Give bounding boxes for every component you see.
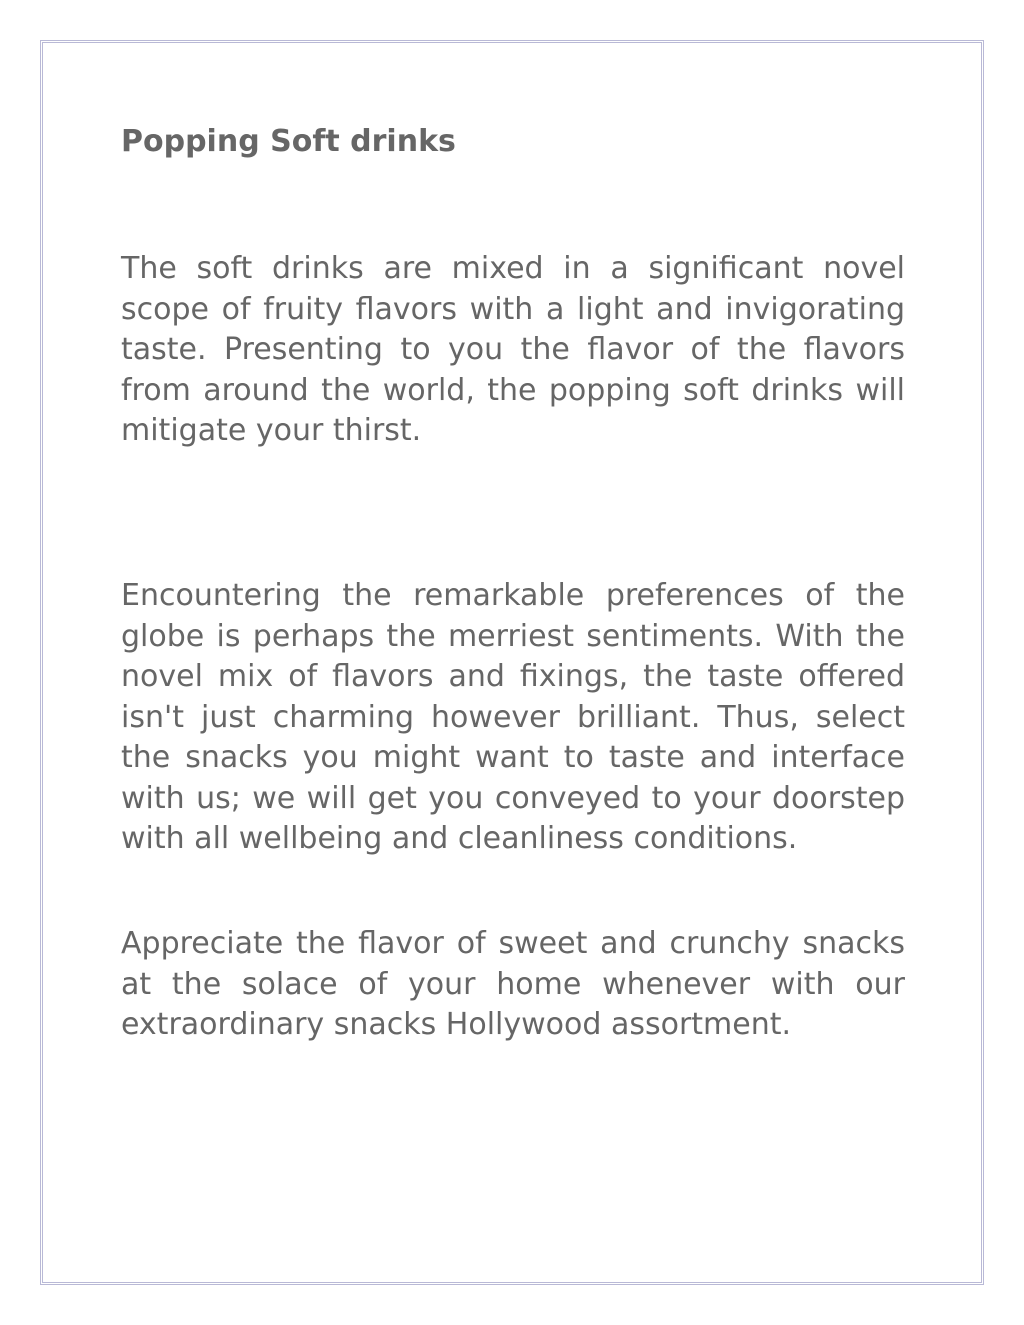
paragraph-flavors: Encountering the remarkable preferences of the globe is perhaps the merriest sentiments. With the novel mix of flavors and fixings, the taste offered isn't just charming however brilliant. Thus, select the snacks you might want to taste and interface with us; we will get you conveyed to your doorstep with all wellbeing and cleanliness conditions. bbox=[121, 578, 905, 856]
paragraph-intro: The soft drinks are mixed in a significant novel scope of fruity flavors with a light and invigorating taste. Presenting to you the flavor of the flavors from around the world, the popping soft drinks will mitigate your thirst. bbox=[121, 251, 905, 448]
page-title: Popping Soft drinks bbox=[121, 124, 456, 159]
paragraph-snacks: Appreciate the flavor of sweet and crunchy snacks at the solace of your home whenever with our extraordinary snacks Hollywood assortment. bbox=[121, 926, 905, 1042]
